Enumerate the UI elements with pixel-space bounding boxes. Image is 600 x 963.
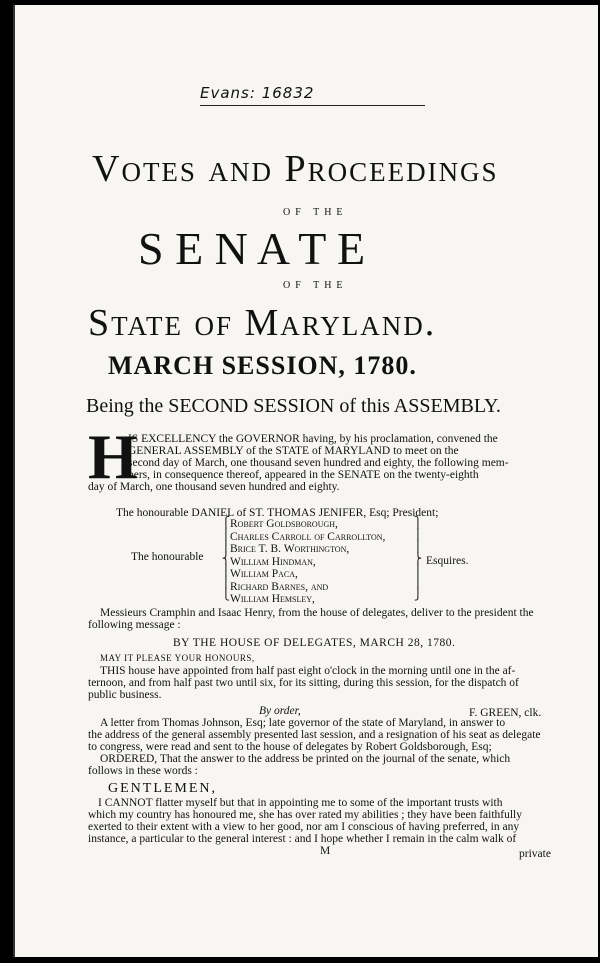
message-body-3: public business. (88, 689, 162, 701)
message-intro-1: Messieurs Cramphin and Isaac Henry, from the house of delegates, deliver to the president the (100, 607, 534, 619)
member-name: William Paca, (230, 568, 298, 580)
reply-line-4: instance, a particular to the general interest : and I hope whether I remain in the calm walk of (88, 833, 517, 845)
clerk-signature: F. GREEN, clk. (469, 707, 542, 719)
message-body-2: ternoon, and from half past two until six, for its sitting, during this session, for the dispatch of (88, 677, 519, 689)
members-suffix: Esquires. (426, 555, 469, 567)
underline-rule (200, 105, 425, 106)
signature-mark: M (320, 845, 331, 857)
may-it-please: MAY IT PLEASE YOUR HONOURS, (100, 653, 255, 663)
ordered-line-2: follows in these words : (88, 765, 198, 777)
intro-line-1: IS EXCELLENCY the GOVERNOR having, by his proclamation, convened the (128, 433, 498, 445)
member-name: William Hemsley, (230, 593, 315, 605)
of-the-2: OF THE (283, 280, 348, 291)
right-brace: ⎫ ⎪ ⎪ ⎬ ⎪ ⎪ ⎭ (413, 516, 423, 601)
message-body-1: THIS house have appointed from half past eight o'clock in the morning until one in the af- (100, 665, 516, 677)
member-name: William Hindman, (230, 555, 316, 568)
letter-line-2: the address of the general assembly presented last session, and a resignation of his seat as delegate (88, 729, 541, 741)
title-senate: S E N A T E (138, 223, 366, 274)
intro-line-3: second day of March, one thousand seven hundred and eighty, the following mem- (128, 457, 509, 469)
intro-line-5: day of March, one thousand seven hundred and eighty. (88, 481, 340, 493)
member-name: Charles Carroll of Carrollton, (230, 530, 386, 543)
message-intro-2: following message : (88, 619, 181, 631)
intro-line-4: bers, in consequence thereof, appeared in the SENATE on the twenty-eighth (128, 469, 479, 481)
letter-line-1: A letter from Thomas Johnson, Esq; late governor of the state of Maryland, in answer to (100, 717, 506, 729)
handwritten-catalog-note: Evans: 16832 (200, 84, 315, 102)
reply-line-3: exerted to their extent with a view to her good, nor am I conscious of having preferred, in any (88, 821, 520, 833)
president-line: The honourable DANIEL of ST. THOMAS JENIFER, Esq; President; (116, 507, 439, 519)
members-prefix: The honourable (131, 551, 204, 563)
being-line: Being the SECOND SESSION of this ASSEMBLY. (86, 395, 501, 417)
gentlemen-salutation: GENTLEMEN, (108, 781, 218, 796)
left-brace: ⎧ ⎪ ⎪ ⎨ ⎪ ⎪ ⎩ (221, 516, 231, 601)
page-edge (13, 5, 15, 957)
title-state: State of Maryland. (88, 302, 437, 344)
members-list (230, 518, 385, 606)
intro-line-2: GENERAL ASSEMBLY of the STATE of MARYLAND to meet on the (128, 445, 459, 457)
of-the-1: OF THE (283, 207, 348, 218)
member-name: Richard Barnes, and (230, 580, 329, 593)
title-line-1: Votes and Proceedings (92, 148, 499, 190)
catchword: private (519, 848, 551, 860)
reply-line-2: which my country has honoured me, she has over rated my abilities ; they have been faithfully (88, 809, 523, 821)
document-page (13, 5, 598, 957)
session-line: MARCH SESSION, 1780. (108, 351, 417, 380)
by-house-heading: BY THE HOUSE OF DELEGATES, MARCH 28, 1780. (173, 637, 456, 649)
ordered-line-1: ORDERED, That the answer to the address be printed on the journal of the senate, which (100, 753, 511, 765)
reply-line-1: I CANNOT flatter myself but that in appointing me to some of the important trusts with (98, 797, 503, 809)
member-name: Robert Goldsborough, (230, 518, 338, 530)
by-order: By order, (259, 705, 301, 717)
drop-cap: H (88, 421, 138, 492)
member-name: Brice T. B. Worthington, (230, 543, 350, 555)
letter-line-3: to congress, were read and sent to the house of delegates by Robert Goldsborough, Esq; (88, 741, 492, 753)
